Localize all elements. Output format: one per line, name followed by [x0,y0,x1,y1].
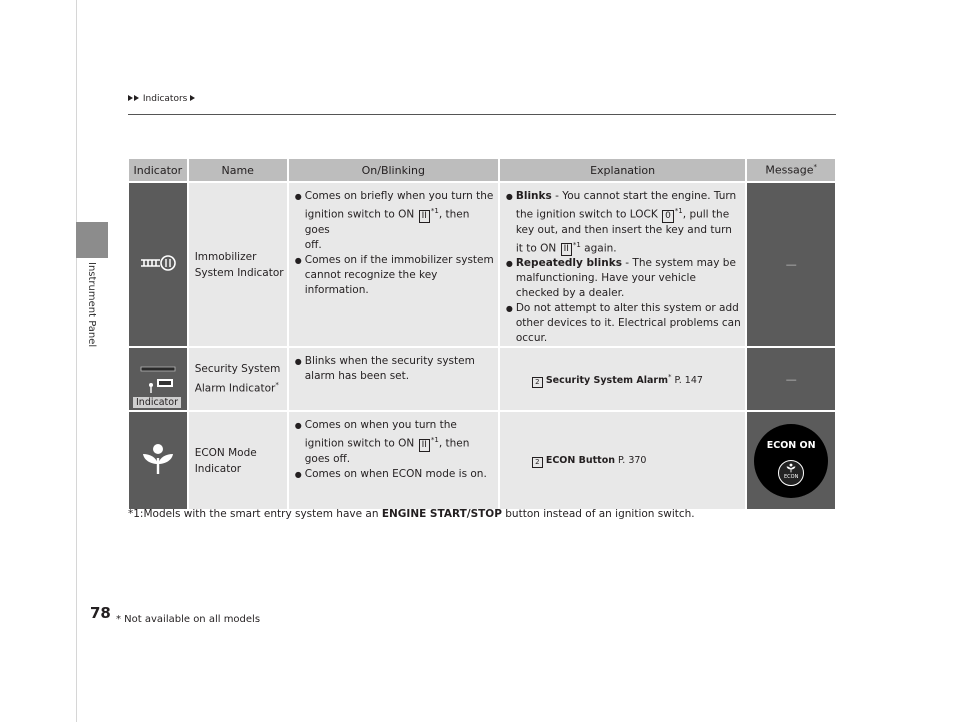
on-blinking-cell [289,348,498,410]
breadcrumb [128,94,196,104]
cross-reference-link[interactable]: 2 Security System Alarm* P. 147 [506,370,742,388]
reference-arrow-icon: 2 [532,457,543,468]
indicator-cell [129,412,187,509]
list-item: ● Blinks when the security system alarm has been set. [295,354,494,384]
availability-note: * Not available on all models [116,614,261,625]
econ-badge-label: ECON [784,473,799,480]
name-cell: Immobilizer System Indicator [189,183,287,346]
ignition-key-position: II [561,243,572,256]
header-indicator: Indicator [129,159,187,181]
name-cell: ECON Mode Indicator [189,412,287,509]
econ-leaf-icon [785,463,797,473]
table-header-row [129,159,835,181]
immobilizer-key-icon [138,252,178,274]
section-label: Instrument Panel [86,262,97,348]
header-explanation: Explanation [500,159,746,181]
table-row [129,183,835,346]
indicator-cell [129,348,187,410]
list-item: ● Comes on briefly when you turn the ignition switch to ON II $^{*1}$, then goes off. [295,189,494,253]
message-cell: — [747,348,835,410]
econ-leaf-icon [140,442,176,476]
breadcrumb-arrow-icon [134,95,139,101]
econ-badge-circle [778,460,804,486]
list-item: ● Do not attempt to alter this system or add other devices to it. Electrical problems can occur. [506,301,742,346]
security-alarm-indicator-icon [135,363,181,397]
explanation-cell [500,348,746,410]
header-rule [128,114,836,115]
header-message: Message* [747,159,835,181]
name-cell: Security System Alarm Indicator* [189,348,287,410]
message-cell [747,412,835,509]
cross-reference-link[interactable]: 2 ECON Button P. 370 [506,453,742,468]
list-item: ● Blinks - You cannot start the engine. Turn the ignition switch to LOCK 0 $^{*1}$, pull the key out, and then insert the key and turn it to ON II $^{*1}$ again. [506,189,742,256]
ignition-key-position: II [419,210,430,223]
table-row [129,412,835,509]
econ-on-display [754,424,828,498]
indicator-caption: Indicator [133,397,181,408]
on-blinking-cell [289,412,498,509]
on-blinking-cell [289,183,498,346]
indicator-cell [129,183,187,346]
list-item: ● Comes on when you turn the ignition switch to ON II $^{*1}$, then goes off. [295,418,494,467]
breadcrumb-label[interactable]: Indicators [142,94,188,104]
message-cell: — [747,183,835,346]
page-number: 78 [90,604,111,622]
econ-on-text: ECON ON [766,439,816,451]
side-margin-line [76,0,77,722]
footnote: *1:Models with the smart entry system have an ENGINE START/STOP button instead of an ignition switch. [128,508,695,520]
breadcrumb-arrow-icon [190,95,195,101]
reference-arrow-icon: 2 [532,377,543,388]
indicator-table [127,157,837,511]
section-tab-marker [76,222,108,258]
breadcrumb-arrow-icon [128,95,133,101]
list-item: ● Comes on if the immobilizer system cannot recognize the key information. [295,253,494,298]
explanation-cell [500,183,746,346]
table-row [129,348,835,410]
header-name: Name [189,159,287,181]
header-on-blinking: On/Blinking [289,159,498,181]
explanation-cell [500,412,746,509]
ignition-key-position: II [419,439,430,452]
list-item: ● Comes on when ECON mode is on. [295,467,494,482]
ignition-key-position: 0 [662,210,674,223]
list-item: ● Repeatedly blinks - The system may be malfunctioning. Have your vehicle checked by a dealer. [506,256,742,301]
